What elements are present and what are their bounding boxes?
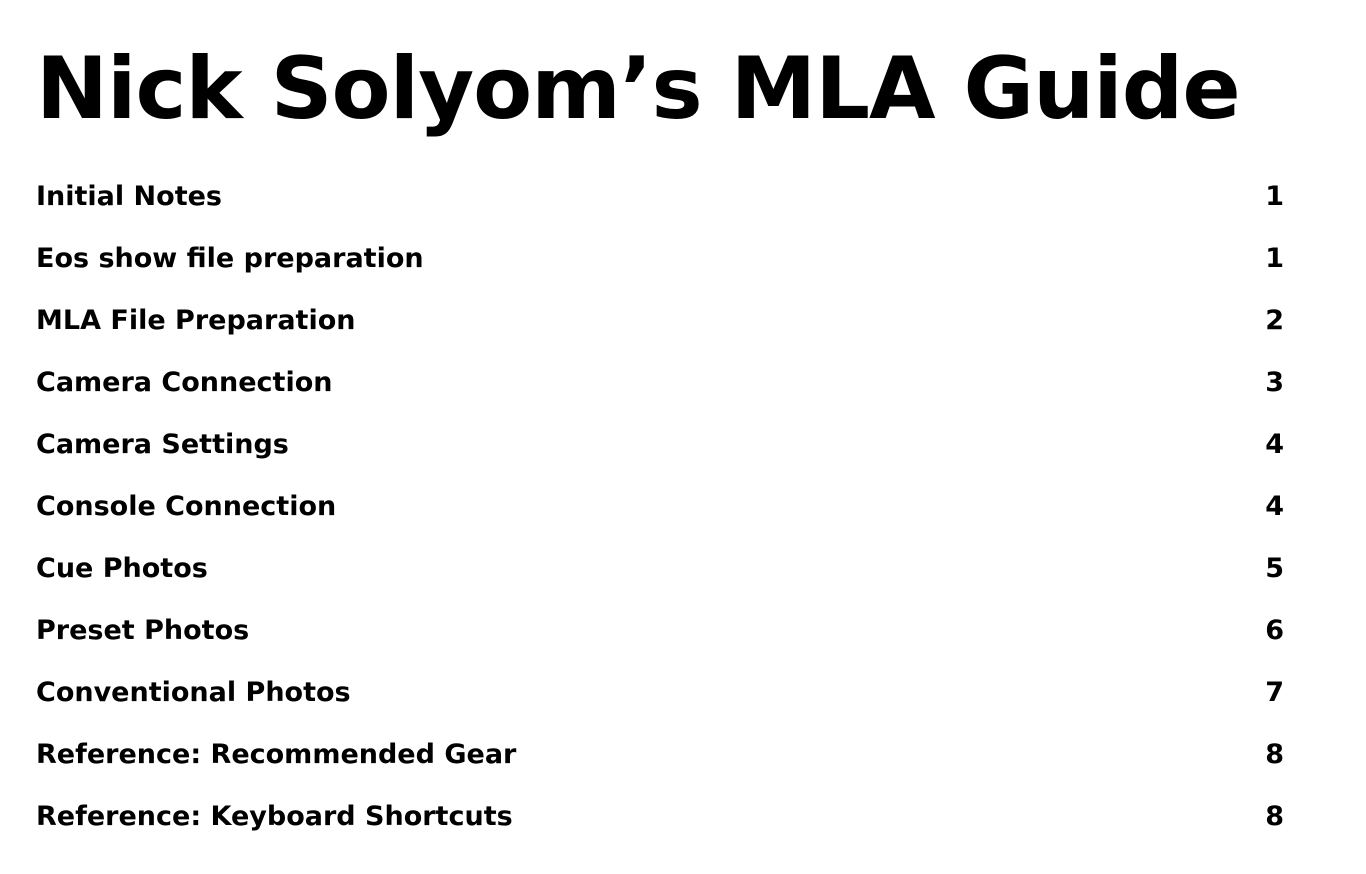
table-of-contents — [36, 165, 1286, 847]
toc-entry-page: 1 — [1265, 242, 1284, 274]
toc-entry-camera-connection[interactable] — [36, 351, 1286, 413]
toc-entry-page: 4 — [1265, 428, 1284, 460]
toc-entry-page: 8 — [1265, 800, 1284, 832]
toc-entry-camera-settings[interactable] — [36, 413, 1286, 475]
toc-entry-title: Cue Photos — [36, 552, 208, 584]
toc-entry-initial-notes[interactable] — [36, 165, 1286, 227]
toc-entry-title: MLA File Preparation — [36, 304, 356, 336]
toc-entry-console-connection[interactable] — [36, 475, 1286, 537]
page-title: Nick Solyom’s MLA Guide — [36, 39, 1240, 139]
toc-entry-title: Reference: Keyboard Shortcuts — [36, 800, 513, 832]
toc-entry-title: Camera Connection — [36, 366, 333, 398]
toc-entry-preset-photos[interactable] — [36, 599, 1286, 661]
toc-entry-title: Initial Notes — [36, 180, 222, 212]
toc-entry-page: 5 — [1265, 552, 1284, 584]
toc-entry-title: Eos show file preparation — [36, 242, 424, 274]
toc-entry-conventional-photos[interactable] — [36, 661, 1286, 723]
toc-entry-reference-recommended-gear[interactable] — [36, 723, 1286, 785]
toc-entry-title: Camera Settings — [36, 428, 289, 460]
toc-entry-title: Reference: Recommended Gear — [36, 738, 517, 770]
toc-entry-title: Console Connection — [36, 490, 337, 522]
toc-entry-mla-file-preparation[interactable] — [36, 289, 1286, 351]
toc-entry-title: Preset Photos — [36, 614, 250, 646]
toc-entry-reference-keyboard-shortcuts[interactable] — [36, 785, 1286, 847]
toc-entry-page: 8 — [1265, 738, 1284, 770]
toc-entry-page: 7 — [1265, 676, 1284, 708]
toc-entry-page: 3 — [1265, 366, 1284, 398]
toc-entry-title: Conventional Photos — [36, 676, 351, 708]
toc-entry-cue-photos[interactable] — [36, 537, 1286, 599]
toc-entry-eos-show-file-preparation[interactable] — [36, 227, 1286, 289]
toc-entry-page: 6 — [1265, 614, 1284, 646]
toc-entry-page: 1 — [1265, 180, 1284, 212]
toc-entry-page: 2 — [1265, 304, 1284, 336]
toc-entry-page: 4 — [1265, 490, 1284, 522]
